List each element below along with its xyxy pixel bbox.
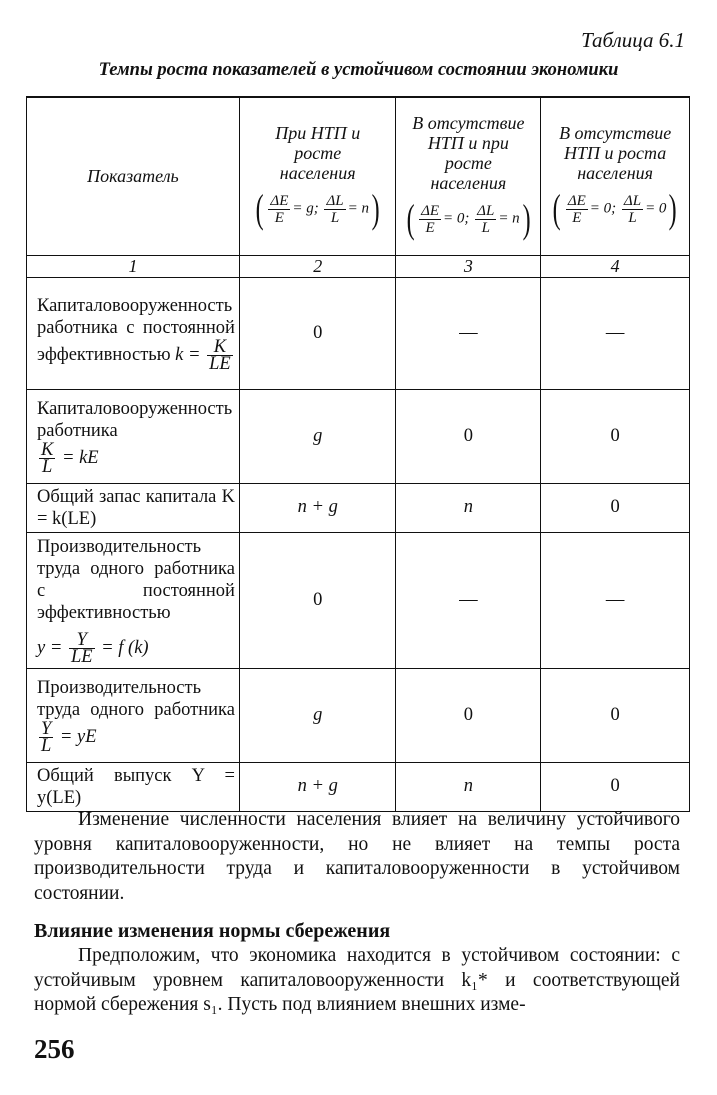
- cell-value: 0: [239, 277, 396, 389]
- cell-value: 0: [541, 389, 690, 483]
- table-label: Таблица 6.1: [581, 28, 685, 52]
- table-row: [27, 277, 690, 389]
- cell-value: n + g: [239, 762, 396, 811]
- row-formula: y = $\frac{Y}{LE}$ = f (k): [37, 629, 149, 667]
- header-col4-formula: ( $\frac{\Delta E}{E}$ = 0; $\frac{\Delta L}{L}$ = 0): [553, 186, 678, 232]
- cell-value: 0: [396, 668, 541, 762]
- row-label: Капиталовооруженность работника с постоянной эффективностью k = $\frac{K}{LE}$: [27, 277, 240, 389]
- cell-value: 0: [396, 389, 541, 483]
- header-indicator: Показатель: [27, 97, 240, 255]
- cell-value: —: [396, 532, 541, 668]
- cell-value: 0: [541, 483, 690, 532]
- table-row: [27, 389, 690, 483]
- cell-value: —: [396, 277, 541, 389]
- table-row: [27, 483, 690, 532]
- cell-value: n + g: [239, 483, 396, 532]
- paragraph-savings-rate: Предположим, что экономика находится в устойчивом состоянии: с устойчивым уровнем капиталовооруженности k₁* и соответствующей нормой сбережения s₁. Пусть под влиянием внешних изме-: [34, 945, 680, 1015]
- header-no-tech-no-pop: [541, 97, 690, 255]
- page-number: 256: [34, 1034, 75, 1064]
- header-col4-text: В отсутствие НТП и роста населения: [559, 123, 672, 184]
- header-no-tech-pop-growth: [396, 97, 541, 255]
- table-title: Темпы роста показателей в устойчивом состоянии экономики: [98, 60, 619, 80]
- col-number: 1: [27, 255, 240, 277]
- cell-value: 0: [239, 532, 396, 668]
- header-col2-formula: ( $\frac{\Delta E}{E}$ = g; $\frac{\Delta L}{L}$ = n): [255, 186, 380, 232]
- cell-value: n: [396, 483, 541, 532]
- header-col3-text: В отсутствие НТП и при росте населения: [412, 113, 525, 194]
- row-label: Общий запас капитала K = k(LE): [27, 483, 240, 532]
- row-label: Капиталовооруженность работника $\frac{K}{L}$ = kE: [27, 389, 240, 483]
- table-row: [27, 762, 690, 811]
- row-formula: $\frac{Y}{L}$ = yE: [41, 718, 97, 756]
- cell-value: g: [239, 668, 396, 762]
- row-formula: $\frac{K}{L}$ = kE: [41, 439, 99, 477]
- cell-value: g: [239, 389, 396, 483]
- column-number-row: [27, 255, 690, 277]
- col-number: 3: [396, 255, 541, 277]
- cell-value: —: [541, 277, 690, 389]
- col-number: 4: [541, 255, 690, 277]
- row-label: Производительность труда одного работника с постоянной эффективностью y = $\frac{Y}{LE}$ = f (k): [27, 532, 240, 668]
- header-with-tech-progress: [239, 97, 396, 255]
- row-label: Производительность труда одного работника $\frac{Y}{L}$ = yE: [27, 668, 240, 762]
- cell-value: n: [396, 762, 541, 811]
- cell-value: 0: [541, 762, 690, 811]
- cell-value: —: [541, 532, 690, 668]
- col-number: 2: [239, 255, 396, 277]
- row-label: Общий выпуск Y = y(LE): [27, 762, 240, 811]
- section-title: Влияние изменения нормы сбережения: [34, 920, 391, 942]
- header-col3-formula: ( $\frac{\Delta E}{E}$ = 0; $\frac{\Delta L}{L}$ = n): [406, 196, 531, 242]
- table-row: [27, 532, 690, 668]
- row-formula: k = $\frac{K}{LE}$: [175, 336, 231, 374]
- growth-rates-table: [26, 96, 690, 812]
- header-col2-text: При НТП и росте населения: [275, 123, 361, 184]
- paragraph-population-effect: Изменение численности населения влияет на величину устойчивого уровня капиталовооруженности, но не влияет на темпы роста производительности труда и капиталовооруженности в устойчивом состоянии.: [34, 809, 680, 904]
- cell-value: 0: [541, 668, 690, 762]
- table-row: [27, 668, 690, 762]
